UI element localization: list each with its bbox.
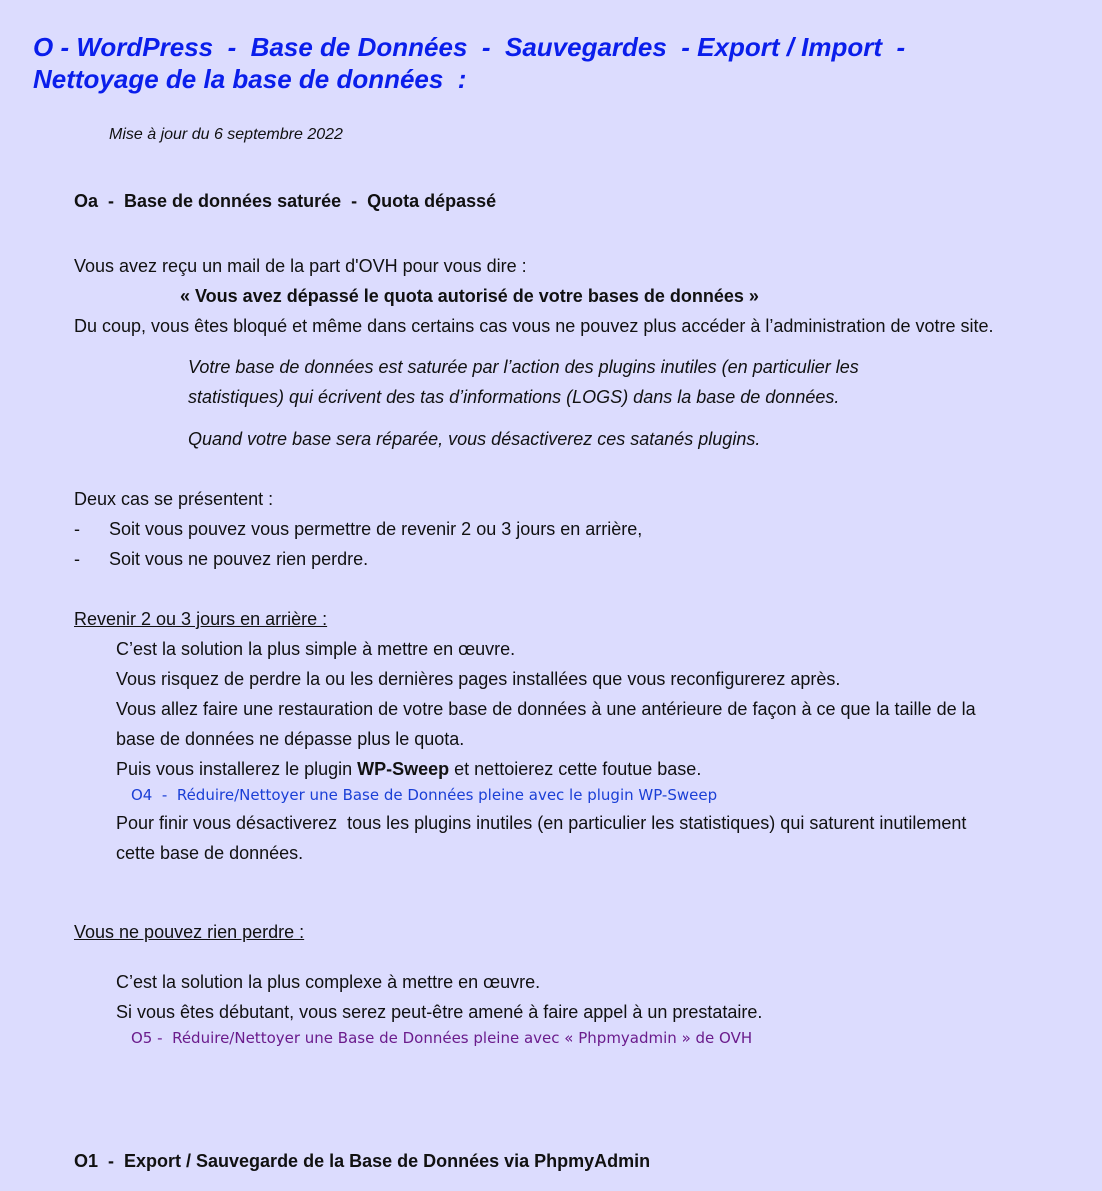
intro-text: Vous avez reçu un mail de la part d'OVH pour vous dire : [74,256,527,276]
link-o4-wp-sweep[interactable]: O4 - Réduire/Nettoyer une Base de Données pleine avec le plugin WP-Sweep [131,786,718,804]
case-list-item [74,544,368,574]
rollback-line-1: C’est la solution la plus simple à mettre en œuvre. [116,639,516,659]
case-list-item [74,514,642,544]
page-title-line-1: O - WordPress - Base de Données - Sauvegardes - Export / Import - [33,32,906,62]
wp-sweep-name: WP-Sweep [357,759,450,779]
rollback-line-5 [116,754,701,784]
ovh-quote: « Vous avez dépassé le quota autorisé de votre bases de données » [180,286,759,306]
rollback-line-7: cette base de données. [116,843,304,863]
update-note: Mise à jour du 6 septembre 2022 [109,126,343,143]
case-text: Soit vous pouvez vous permettre de revenir 2 ou 3 jours en arrière, [109,519,643,539]
rollback-line-3: Vous allez faire une restauration de votre base de données à une antérieure de façon à ce que la taille de la [116,699,976,719]
page-title [33,31,905,95]
case-text: Soit vous ne pouvez rien perdre. [109,549,369,569]
rollback-line-2: Vous risquez de perdre la ou les dernières pages installées que vous reconfigurerez après. [116,669,841,689]
section-o1-heading: O1 - Export / Sauvegarde de la Base de Données via PhpmyAdmin [74,1151,651,1171]
nolose-line-1: C’est la solution la plus complexe à mettre en œuvre. [116,972,541,992]
rollback-line-5-start: Puis vous installerez le plugin [116,759,358,779]
nolose-line-2: Si vous êtes débutant, vous serez peut-être amené à faire appel à un prestataire. [116,1002,763,1022]
page-title-line-2: Nettoyage de la base de données : [33,64,467,94]
consequence-text: Du coup, vous êtes bloqué et même dans certains cas vous ne pouvez plus accéder à l’administration de votre site. [74,316,994,336]
rollback-line-4: base de données ne dépasse plus le quota. [116,729,465,749]
nolose-heading: Vous ne pouvez rien perdre : [74,922,305,942]
note-line-3: Quand votre base sera réparée, vous désactiverez ces satanés plugins. [188,429,761,449]
cases-intro: Deux cas se présentent : [74,489,274,509]
list-bullet: - [74,519,80,539]
rollback-heading: Revenir 2 ou 3 jours en arrière : [74,609,328,629]
note-line-1: Votre base de données est saturée par l’action des plugins inutiles (en particulier les [188,357,859,377]
rollback-line-5-end: et nettoierez cette foutue base. [449,759,702,779]
rollback-line-6: Pour finir vous désactiverez tous les plugins inutiles (en particulier les statistiques) qui saturent inutilement [116,813,967,833]
link-o5-phpmyadmin[interactable]: O5 - Réduire/Nettoyer une Base de Données pleine avec « Phpmyadmin » de OVH [131,1029,753,1047]
note-line-2: statistiques) qui écrivent des tas d’informations (LOGS) dans la base de données. [188,387,840,407]
list-bullet: - [74,549,80,569]
section-oa-heading: Oa - Base de données saturée - Quota dépassé [74,191,497,211]
